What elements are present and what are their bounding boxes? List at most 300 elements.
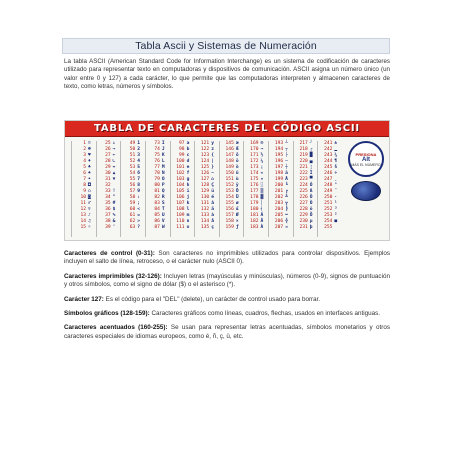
ascii-code: 76: [154, 159, 160, 164]
ascii-char: Q: [161, 189, 165, 194]
ascii-char: 2: [137, 147, 141, 152]
ascii-code: 159: [225, 225, 234, 230]
ascii-char: >: [137, 219, 141, 224]
badge-bottom-text: MÁS EL NÚMERO: [351, 162, 381, 167]
ascii-char: ù: [235, 177, 239, 182]
ascii-column: [170, 141, 194, 237]
ascii-code: 121: [200, 141, 210, 146]
ascii-code: 206: [274, 219, 284, 224]
ascii-code: 146: [225, 147, 234, 152]
ascii-char: P: [161, 183, 165, 188]
ascii-char: â: [211, 201, 214, 206]
ascii-code: 56: [129, 183, 136, 188]
ascii-char: ³: [334, 207, 338, 212]
ascii-code: 200: [274, 183, 284, 188]
ascii-char: ∟: [112, 159, 116, 164]
ascii-char: ╩: [285, 195, 288, 200]
ascii-char: ⌂: [211, 177, 214, 182]
ascii-code: 196: [274, 159, 284, 164]
disk-icon: [351, 181, 381, 201]
ascii-char: é: [211, 195, 214, 200]
ascii-char: £: [235, 207, 239, 212]
ascii-table-image: [64, 120, 390, 241]
ascii-code: 35: [105, 201, 111, 206]
ascii-char: ◘: [88, 183, 91, 188]
ascii-cell: [72, 225, 95, 231]
ascii-code: 219: [299, 153, 308, 158]
ascii-code: 177: [250, 189, 259, 194]
ascii-char: I: [161, 141, 165, 146]
ascii-code: 205: [274, 213, 284, 218]
ascii-char: ─: [285, 159, 288, 164]
ascii-char: Ö: [235, 189, 239, 194]
ascii-code: 98: [179, 147, 185, 152]
ascii-code: 127: [200, 177, 210, 182]
ascii-code: 203: [274, 201, 284, 206]
ascii-char: Ü: [235, 195, 239, 200]
ascii-column: [317, 141, 341, 237]
ascii-code: 218: [299, 147, 308, 152]
ascii-cell: [195, 225, 218, 231]
ascii-code: 156: [225, 207, 234, 212]
ascii-code: 63: [129, 225, 136, 230]
ascii-char: =: [137, 213, 141, 218]
ascii-code: 246: [324, 171, 333, 176]
ascii-char: ▓: [260, 195, 264, 200]
ascii-column: [194, 141, 218, 237]
ascii-code: 104: [176, 183, 185, 188]
ascii-code: 169: [250, 141, 259, 146]
ascii-code: 245: [324, 165, 333, 170]
ascii-char: Â: [260, 219, 264, 224]
ascii-code: 183: [250, 225, 259, 230]
ascii-code: 135: [200, 225, 210, 230]
ascii-char: ‗: [334, 147, 338, 152]
ascii-column: [145, 141, 169, 237]
ascii-char: {: [211, 153, 214, 158]
ascii-code: 11: [80, 201, 86, 206]
ascii-char: ;: [137, 201, 141, 206]
ascii-char: M: [161, 165, 165, 170]
ascii-char: 9: [137, 189, 141, 194]
ascii-code: 254: [324, 219, 333, 224]
ascii-char: ò: [235, 165, 239, 170]
ascii-char: À: [260, 225, 264, 230]
ascii-char: æ: [235, 141, 239, 146]
ascii-char: │: [260, 201, 264, 206]
ascii-char: ▼: [112, 177, 116, 182]
ascii-char: ♠: [88, 171, 91, 176]
ascii-char: █: [309, 153, 313, 158]
ascii-table-heading: [65, 121, 389, 137]
ascii-char: ·: [334, 195, 338, 200]
ascii-code: 110: [176, 219, 185, 224]
ascii-code: 243: [324, 153, 333, 158]
ascii-code: 178: [250, 195, 259, 200]
ascii-char: Ì: [309, 171, 313, 176]
ascii-code: 133: [200, 213, 210, 218]
ascii-column: [71, 141, 95, 237]
ascii-code: 199: [274, 177, 284, 182]
ascii-code: 129: [200, 189, 210, 194]
ascii-code: 195: [274, 153, 284, 158]
ascii-code: 172: [250, 159, 259, 164]
ascii-code: 31: [105, 177, 111, 182]
ascii-code: 100: [176, 159, 185, 164]
ascii-char: ü: [211, 189, 214, 194]
ascii-code: 86: [154, 219, 160, 224]
ascii-code: 7: [83, 177, 86, 182]
ascii-char: g: [186, 177, 190, 182]
ascii-char: 8: [137, 183, 141, 188]
ascii-code: 131: [200, 201, 210, 206]
ascii-code: 224: [299, 183, 308, 188]
ascii-char: Á: [260, 213, 264, 218]
ascii-char: ÿ: [235, 183, 239, 188]
ascii-code: 101: [176, 165, 185, 170]
ascii-code: 148: [225, 159, 234, 164]
ascii-code: 207: [274, 225, 284, 230]
ascii-cell: [121, 225, 144, 231]
ascii-char: j: [186, 195, 190, 200]
ascii-code: 150: [225, 171, 234, 176]
ascii-char: ╚: [285, 183, 288, 188]
ascii-char: ▒: [260, 189, 264, 194]
ascii-code: 87: [154, 225, 160, 230]
ascii-code: 179: [250, 201, 259, 206]
ascii-char: Ò: [309, 201, 313, 206]
ascii-code: 229: [299, 213, 308, 218]
ascii-char: $: [112, 207, 116, 212]
ascii-code: 5: [83, 165, 86, 170]
ascii-char: :: [137, 195, 141, 200]
ascii-char: à: [211, 213, 214, 218]
ascii-code: 147: [225, 153, 234, 158]
ascii-char: ¦: [309, 165, 313, 170]
ascii-char: å: [211, 219, 214, 224]
ascii-code: 61: [129, 213, 136, 218]
intro-paragraph: La tabla ASCII (American Standard Code for Information Interchange) es un sistema de codificación de caracteres utilizado para representar texto en computadoras y dispositivos de comunicación. ASCII asigna un número único (un valor entre 0 y 127) a cada carácter, lo que permite que las computadoras interpreten y almacenen caracteres de texto, como letras, números y símbolos.: [64, 58, 390, 91]
ascii-char: ▀: [309, 177, 313, 182]
ascii-char: n: [186, 219, 190, 224]
ascii-char: V: [161, 219, 165, 224]
ascii-char: S: [161, 201, 165, 206]
ascii-code: 84: [154, 207, 160, 212]
ascii-cell: [244, 225, 267, 231]
ascii-code: 249: [324, 189, 333, 194]
ascii-char: e: [186, 165, 190, 170]
ascii-char: û: [235, 171, 239, 176]
ascii-code: 4: [83, 159, 86, 164]
ascii-char: T: [161, 207, 165, 212]
badge-top-text: PRESIONA: [355, 151, 377, 157]
ascii-code: 226: [299, 195, 308, 200]
ascii-char: L: [161, 159, 165, 164]
ascii-code: 102: [176, 171, 185, 176]
ascii-code: 29: [105, 165, 111, 170]
ascii-code: 128: [200, 183, 210, 188]
ascii-char: ¹: [334, 201, 338, 206]
ascii-char: ◙: [88, 195, 91, 200]
ascii-code: 49: [129, 141, 136, 146]
ascii-char: 4: [137, 159, 141, 164]
ascii-code: 73: [154, 141, 160, 146]
ascii-code: 198: [274, 171, 284, 176]
ascii-char: 6: [137, 171, 141, 176]
ascii-code: 57: [129, 189, 136, 194]
ascii-code: 174: [250, 171, 259, 176]
ascii-code: 151: [225, 177, 234, 182]
ascii-code: 8: [83, 183, 86, 188]
ascii-code: 111: [176, 225, 185, 230]
ascii-code: 108: [176, 207, 185, 212]
ascii-code: 182: [250, 219, 259, 224]
ascii-code: 221: [299, 165, 308, 170]
ascii-code: 193: [274, 141, 284, 146]
ascii-char: ○: [88, 189, 91, 194]
ascii-code: 14: [80, 219, 86, 224]
ascii-cell: [97, 225, 120, 231]
alt-key-badge: [348, 141, 384, 177]
ascii-code: 157: [225, 213, 234, 218]
ascii-code: 123: [200, 153, 210, 158]
ascii-char: ¼: [260, 159, 264, 164]
ascii-char: Ó: [309, 183, 313, 188]
ascii-char: z: [211, 147, 214, 152]
ascii-char: ┌: [309, 147, 313, 152]
ascii-char: ±: [334, 141, 338, 146]
ascii-code: 75: [154, 153, 160, 158]
ascii-code: 204: [274, 207, 284, 212]
ascii-code: 125: [200, 165, 210, 170]
ascii-code: 99: [179, 153, 185, 158]
ascii-code: 149: [225, 165, 234, 170]
ascii-char: &: [112, 219, 116, 224]
ascii-column: [268, 141, 292, 237]
ascii-code: 30: [105, 171, 111, 176]
ascii-char: 7: [137, 177, 141, 182]
ascii-char: ~: [211, 171, 214, 176]
ascii-char: c: [186, 153, 190, 158]
ascii-char: ¸: [334, 177, 338, 182]
ascii-code: 155: [225, 201, 234, 206]
ascii-code: 126: [200, 171, 210, 176]
ascii-code: 39: [105, 225, 111, 230]
ascii-char: Æ: [235, 147, 239, 152]
ascii-code: 181: [250, 213, 259, 218]
ascii-char: 1: [137, 141, 141, 146]
section-label: Caracteres imprimibles (32-126):: [64, 272, 162, 280]
ascii-char: ☺: [88, 141, 91, 146]
ascii-char: %: [112, 213, 116, 218]
ascii-code: 3: [83, 153, 86, 158]
ascii-char: →: [112, 147, 116, 152]
ascii-code: 244: [324, 159, 333, 164]
ascii-column: [293, 141, 317, 237]
ascii-char: #: [112, 201, 116, 206]
ascii-code: 122: [200, 147, 210, 152]
ascii-code: 217: [299, 141, 308, 146]
ascii-code: 15: [80, 225, 86, 230]
ascii-char: ¡: [260, 165, 264, 170]
ascii-char: ÷: [334, 171, 338, 176]
ascii-char: »: [260, 177, 264, 182]
ascii-code: 255: [324, 225, 333, 230]
ascii-code: 227: [299, 201, 308, 206]
ascii-code: 77: [154, 165, 160, 170]
ascii-char: y: [211, 141, 214, 146]
ascii-code: 251: [324, 201, 333, 206]
ascii-char: ß: [309, 189, 313, 194]
ascii-char: d: [186, 159, 190, 164]
ascii-code: 60: [129, 207, 136, 212]
ascii-char: Ø: [235, 213, 239, 218]
ascii-code: 175: [250, 177, 259, 182]
ascii-char: J: [161, 147, 165, 152]
ascii-table-heading-text: TABLA DE CARACTERES DEL CÓDIGO ASCII: [94, 123, 360, 134]
ascii-code: 223: [299, 177, 308, 182]
title-bar: [62, 38, 390, 54]
ascii-code: 103: [176, 177, 185, 182]
ascii-code: 34: [105, 195, 111, 200]
section-label: Caracteres acentuados (160-255):: [64, 324, 168, 332]
ascii-code: 82: [154, 195, 160, 200]
ascii-code: 10: [80, 195, 86, 200]
ascii-char: ¾: [334, 153, 338, 158]
ascii-char: Õ: [309, 213, 313, 218]
ascii-code: 107: [176, 201, 185, 206]
ascii-char: f: [186, 171, 190, 176]
ascii-char: §: [334, 165, 338, 170]
ascii-code: 59: [129, 201, 136, 206]
ascii-char: k: [186, 201, 190, 206]
ascii-code: 153: [225, 189, 234, 194]
ascii-char: ┼: [285, 165, 288, 170]
ascii-code: 225: [299, 189, 308, 194]
section-paragraph: [64, 324, 390, 341]
ascii-code-grid: [71, 141, 341, 237]
ascii-code: 252: [324, 207, 333, 212]
ascii-char: ╔: [285, 189, 288, 194]
ascii-char: o: [186, 225, 190, 230]
ascii-char: õ: [309, 207, 313, 212]
ascii-char: ╬: [285, 219, 288, 224]
ascii-char: ô: [235, 153, 239, 158]
ascii-char: ↔: [112, 165, 116, 170]
ascii-column: [96, 141, 120, 237]
ascii-char: ↓: [112, 141, 116, 146]
ascii-cell: [318, 225, 341, 231]
ascii-char: ¶: [334, 159, 338, 164]
ascii-code: 201: [274, 189, 284, 194]
ascii-char: •: [88, 177, 91, 182]
ascii-char: ╦: [285, 201, 288, 206]
ascii-code: 171: [250, 153, 259, 158]
ascii-code: 202: [274, 195, 284, 200]
ascii-char: ¤: [285, 225, 288, 230]
ascii-char: ": [112, 195, 116, 200]
ascii-code: 230: [299, 219, 308, 224]
ascii-char: ♀: [88, 207, 91, 212]
ascii-char: ♦: [88, 159, 91, 164]
ascii-code: 248: [324, 183, 333, 188]
ascii-char: ┴: [285, 141, 288, 146]
ascii-char: ☼: [88, 225, 91, 230]
ascii-char: ¬: [260, 147, 264, 152]
ascii-code: 197: [274, 165, 284, 170]
ascii-cell: [171, 225, 194, 231]
ascii-char: ♣: [88, 165, 91, 170]
ascii-char: µ: [309, 219, 313, 224]
ascii-code: 173: [250, 165, 259, 170]
ascii-code: 51: [129, 153, 136, 158]
section-label: Símbolos gráficos (128-159):: [64, 310, 150, 318]
ascii-code: 52: [129, 159, 136, 164]
ascii-cell: [146, 225, 169, 231]
ascii-char: 5: [137, 165, 141, 170]
ascii-char: þ: [309, 225, 313, 230]
ascii-char: m: [186, 213, 190, 218]
ascii-char: ╠: [285, 207, 288, 212]
ascii-cell: [269, 225, 292, 231]
ascii-code: 145: [225, 141, 234, 146]
ascii-char: ♪: [88, 213, 91, 218]
ascii-char: N: [161, 171, 165, 176]
ascii-code: 250: [324, 195, 333, 200]
ascii-code: 247: [324, 177, 333, 182]
ascii-char: ¨: [334, 189, 338, 194]
ascii-char: ½: [260, 153, 264, 158]
ascii-code: 55: [129, 177, 136, 182]
ascii-char: ▄: [309, 159, 313, 164]
ascii-code: 130: [200, 195, 210, 200]
ascii-code: 13: [80, 213, 86, 218]
ascii-code: 97: [179, 141, 185, 146]
ascii-char: ã: [285, 171, 288, 176]
section-paragraph: [64, 310, 390, 318]
ascii-char: ƒ: [235, 225, 239, 230]
section-label: Caracteres de control (0-31):: [64, 250, 155, 257]
ascii-column: [243, 141, 267, 237]
ascii-column: [120, 141, 144, 237]
ascii-char: Ã: [285, 177, 288, 182]
ascii-char: h: [186, 183, 190, 188]
ascii-code: 85: [154, 213, 160, 218]
ascii-char: ø: [235, 201, 239, 206]
ascii-char: <: [137, 207, 141, 212]
ascii-char: ←: [112, 153, 116, 158]
ascii-code: 74: [154, 147, 160, 152]
ascii-char: b: [186, 147, 190, 152]
ascii-code: 78: [154, 171, 160, 176]
section-text: Incluyen letras (mayúsculas y minúsculas), números (0-9), signos de puntuación y otros símbolos, como el signo de dólar ($) o el asterisco (*).: [64, 272, 390, 289]
section-label: Carácter 127:: [64, 295, 104, 303]
ascii-code: 109: [176, 213, 185, 218]
section-text: Se usan para representar letras acentuadas, símbolos monetarios y otros caracteres especiales de idiomas europeos, como é, ñ, ç, ü, etc.: [64, 324, 391, 340]
ascii-code: 253: [324, 213, 333, 218]
badge-key-text: Alt: [362, 156, 370, 163]
ascii-code: 220: [299, 159, 308, 164]
ascii-char: i: [186, 189, 190, 194]
ascii-char: ☻: [88, 147, 91, 152]
ascii-char: a: [186, 141, 190, 146]
ascii-code: 62: [129, 219, 136, 224]
ascii-code: 81: [154, 189, 160, 194]
ascii-char: O: [161, 177, 165, 182]
ascii-char: ?: [137, 225, 141, 230]
ascii-code: 222: [299, 171, 308, 176]
section-text: Son caracteres no imprimibles utilizados para controlar dispositivos. Ejemplos incluyen el salto de línea, retroceso, o el carácter nulo (ASCII 0).: [64, 250, 390, 266]
